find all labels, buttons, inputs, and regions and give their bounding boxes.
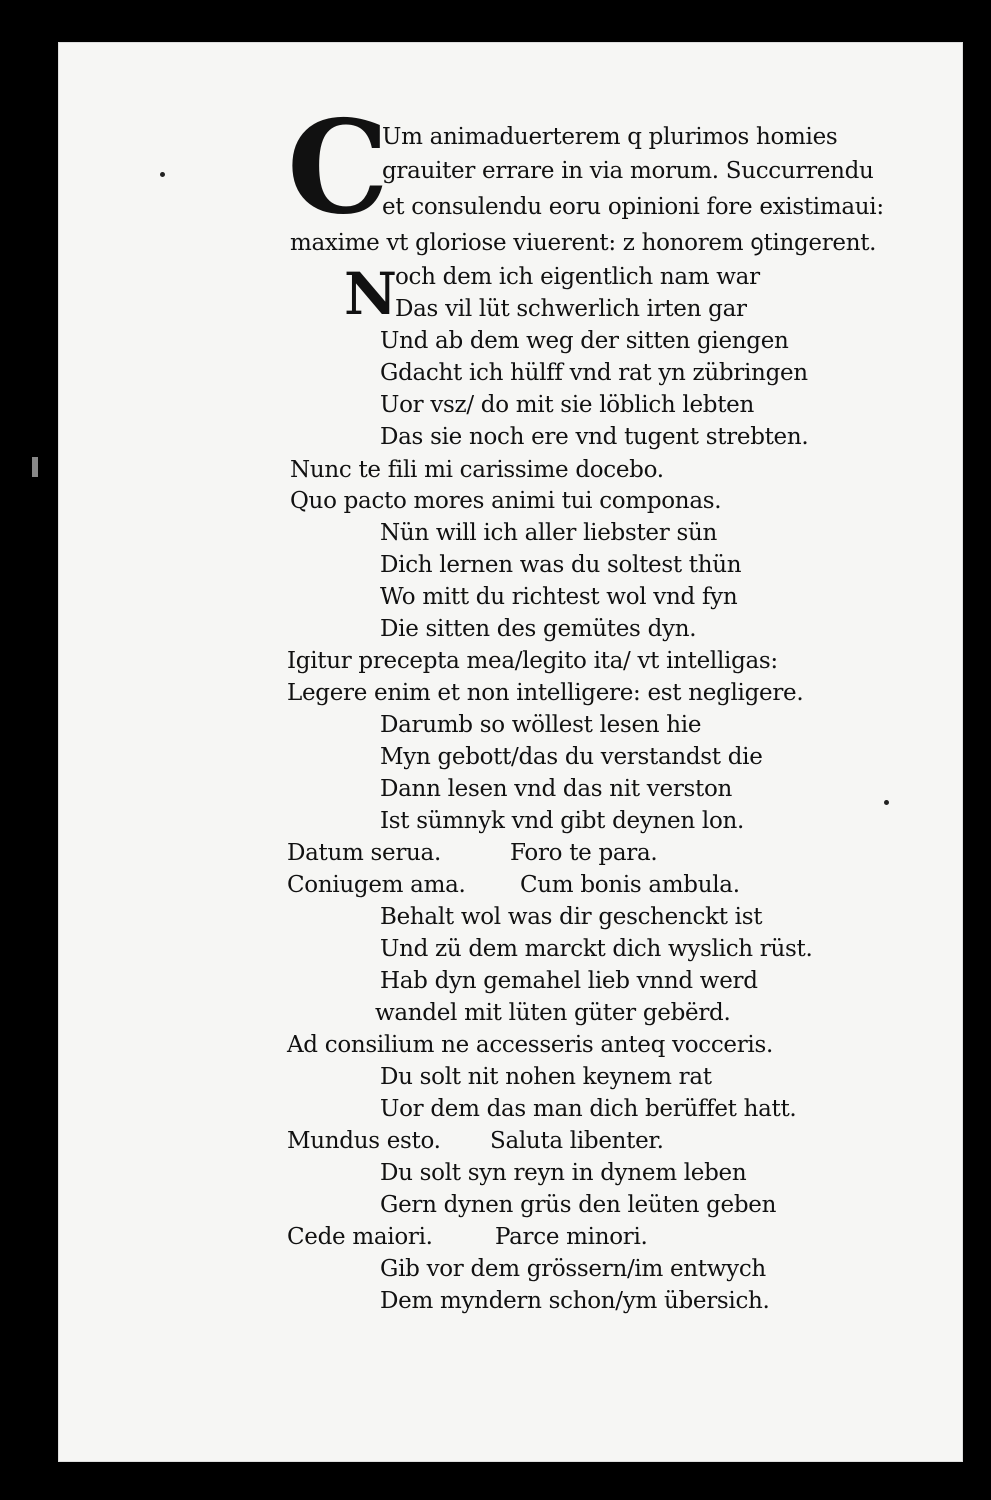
text-line: Cum bonis ambula. <box>520 872 740 898</box>
text-line: Du solt nit nohen keynem rat <box>380 1064 712 1090</box>
text-line: Uor vsz/ do mit sie löblich lebten <box>380 392 754 418</box>
text-line: Saluta libenter. <box>490 1128 664 1154</box>
text-line: Myn gebott/das du verstandst die <box>380 744 763 770</box>
text-line: Parce minori. <box>495 1224 648 1250</box>
text-line: Die sitten des gemütes dyn. <box>380 616 697 642</box>
text-line: Mundus esto. <box>287 1128 441 1154</box>
text-line: Nunc te fili mi carissime docebo. <box>290 457 664 483</box>
text-line: Hab dyn gemahel lieb vnnd werd <box>380 968 758 994</box>
text-line: Legere enim et non intelligere: est negligere. <box>287 680 804 706</box>
page-tab-mark <box>32 457 38 477</box>
text-line: Und ab dem weg der sitten giengen <box>380 328 789 354</box>
text-line: Datum serua. <box>287 840 441 866</box>
text-line: wandel mit lüten güter gebërd. <box>375 1000 731 1026</box>
text-line: Behalt wol was dir geschenckt ist <box>380 904 763 930</box>
text-line: Gib vor dem grössern/im entwych <box>380 1256 766 1282</box>
text-line: Gern dynen grüs den leüten geben <box>380 1192 777 1218</box>
drop-cap-n: N <box>344 260 398 328</box>
text-line: Du solt syn reyn in dynem leben <box>380 1160 747 1186</box>
text-line: Ad consilium ne accesseris anteq vocceris. <box>287 1032 773 1058</box>
text-line: Coniugem ama. <box>287 872 466 898</box>
text-line: grauiter errare in via morum. Succurrendu <box>382 158 874 184</box>
drop-cap-c: C <box>287 93 389 243</box>
text-line: Igitur precepta mea/legito ita/ vt intelligas: <box>287 648 778 674</box>
text-line: Das sie noch ere vnd tugent strebten. <box>380 424 809 450</box>
text-line: Dann lesen vnd das nit verston <box>380 776 733 802</box>
text-line: Und zü dem marckt dich wyslich rüst. <box>380 936 813 962</box>
text-line: Darumb so wöllest lesen hie <box>380 712 702 738</box>
ink-speck <box>884 800 889 805</box>
text-line: Wo mitt du richtest wol vnd fyn <box>380 584 738 610</box>
text-line: och dem ich eigentlich nam war <box>395 264 760 290</box>
text-line: Ist sümnyk vnd gibt deynen lon. <box>380 808 745 834</box>
ink-speck <box>160 172 165 177</box>
text-line: Dich lernen was du soltest thün <box>380 552 742 578</box>
text-line: Um animaduerterem q plurimos homies <box>382 124 838 150</box>
text-line: Dem myndern schon/ym übersich. <box>380 1288 770 1314</box>
text-line: Das vil lüt schwerlich irten gar <box>395 296 747 322</box>
text-line: Gdacht ich hülff vnd rat yn zübringen <box>380 360 808 386</box>
text-line: maxime vt gloriose viuerent: z honorem ꝯtingerent. <box>290 230 877 256</box>
text-line: Quo pacto mores animi tui componas. <box>290 488 722 514</box>
text-line: Uor dem das man dich berüffet hatt. <box>380 1096 797 1122</box>
text-line: Nün will ich aller liebster sün <box>380 520 717 546</box>
text-line: Cede maiori. <box>287 1224 433 1250</box>
text-line: et consulendu eoru opinioni fore existimaui: <box>382 194 884 220</box>
text-line: Foro te para. <box>510 840 658 866</box>
